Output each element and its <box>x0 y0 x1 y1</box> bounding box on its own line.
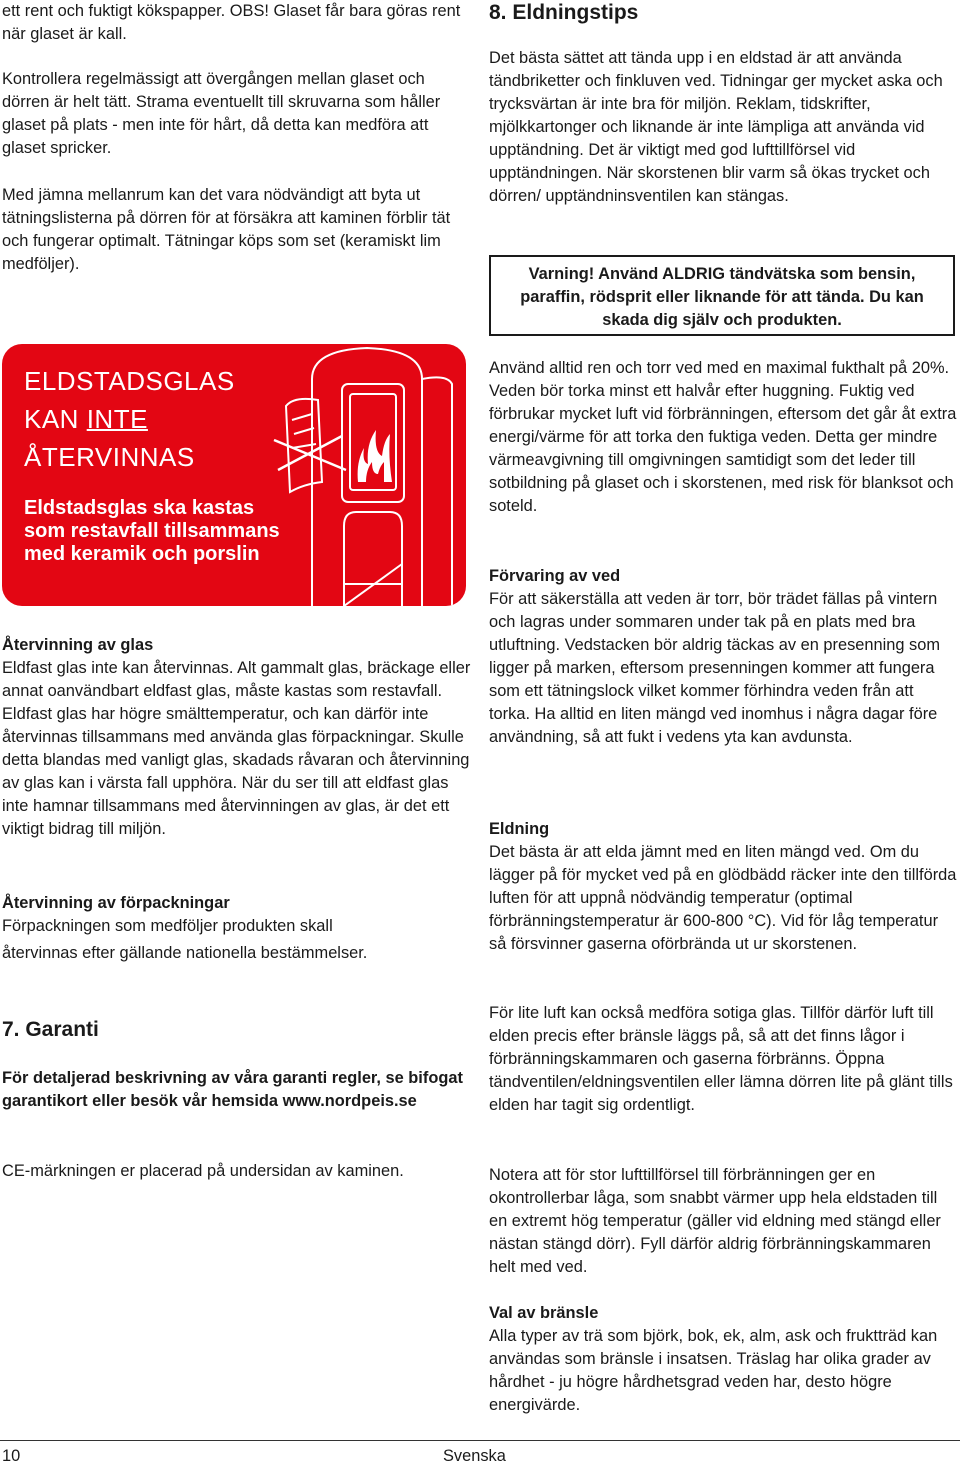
glass-recycling-text: Eldfast glas inte kan återvinnas. Alt gammalt glas, bräckage eller annat oanvändbart eldfast glas, måste kastas som restavfall. Eldfast glas har högre smälttemperatur, och kan därför inte återvinnas tillsammans med använda glas förpackningar. Skulle detta blandas med vanligt glas, skadads råvaran och återvinning av glas kan i värsta fall upphöra. När du ser till att eldfast glas inte hamnar tillsammans med återvinningen av glas, är det ett viktigt bidrag till miljön. <box>2 659 471 838</box>
packaging-recycling-line-2: återvinnas efter gällande nationella bestämmelser. <box>2 944 368 962</box>
firing-heading: Eldning <box>489 820 550 838</box>
firing-text: Det bästa är att elda jämnt med en liten mängd ved. Om du lägger på för mycket ved på en glödbädd räcker inte den tillförda luften för att uppnå nödvändig temperatur (optimal förbränningstemperatur är 600-800 °C). Vid för låg temperatur så försvinner gaserna oförbrända ut ur skorstenen. <box>489 843 957 953</box>
fuel-choice-text: Alla typer av trä som björk, bok, ek, alm, ask och fruktträd kan användas som bränsle i insatsen. Träslag har olika grader av hårdhet - ju högre hårdhetsgrad veden har, desto högre energivärde. <box>489 1327 938 1414</box>
banner-line-3: ÅTERVINNAS <box>24 442 195 472</box>
footer-divider <box>0 1440 960 1441</box>
glass-recycling-heading: Återvinning av glas <box>2 636 154 654</box>
banner-line-1: ELDSTADSGLAS <box>24 366 235 396</box>
glass-seal-paragraph: Kontrollera regelmässigt att övergången mellan glaset och dörren är helt tätt. Strama eventuellt till skruvarna som håller glaset på plats - men inte för hårt, då detta kan medföra att glaset spricker. <box>2 70 441 157</box>
dry-wood-paragraph: Använd alltid ren och torr ved med en maximal fukthalt på 20%. Veden bör torka minst ett halvår efter huggning. Fuktig ved förbrukar mycket luft vid förbränningen, eftersom det går åt extra energi/värme för att torka den fuktiga veden. Detta ger mindre värmeavgivning till omgivningen samtidigt som det leder till sotbildning på glaset och i skorstenen, med risk för blanksot och soteld. <box>489 359 957 515</box>
packaging-recycling-line-1: Förpackningen som medföljer produkten skall <box>2 917 333 935</box>
gasket-paragraph: Med jämna mellanrum kan det vara nödvändigt att byta ut tätningslisterna på dörren för at försäkra att kaminen förblir tät och fungerar optimalt. Tätningar köps som set (keramiskt lim medföljer). <box>2 186 451 273</box>
packaging-recycling-heading: Återvinning av förpackningar <box>2 894 230 912</box>
packaging-recycling-section <box>2 892 367 965</box>
banner-line-2 <box>24 400 235 438</box>
banner-line-2-pre: KAN <box>24 404 87 434</box>
wood-storage-text: För att säkerställa att veden är torr, bör trädet fällas på vintern och lagras under sommaren under tak på en plats med bra utluftning. Vedstacken bör aldrig täckas av en presenning som ligger på marken, eftersom presenningen kommer att fungera som ett tätningslock vilket kommer förhindra veden från att torka. Ha alltid en liten mängd ved inomhus i några dagar före användning, så att fukt i vedens yta kan avdunsta. <box>489 590 941 746</box>
cleaning-paragraph: ett rent och fuktigt kökspapper. OBS! Glaset får bara göras rent när glaset är kall. <box>2 2 461 43</box>
excess-air-paragraph: Notera att för stor lufttillförsel till förbränningen ger en okontrollerbar låga, som snabbt värmer upp hela eldstaden till en extremt hög temperatur (gäller vid eldning med stängd eller nästan stängd dörr). Fyll därför aldrig förbränningskammaren helt med ved. <box>489 1166 941 1276</box>
firing-section <box>489 818 957 956</box>
warranty-text: För detaljerad beskrivning av våra garanti regler, se bifogat garantikort eller besök vår hemsida www.nordpeis.se <box>2 1069 463 1110</box>
banner-body: Eldstadsglas ska kastas som restavfall tillsammans med keramik och porslin <box>24 497 280 565</box>
glass-recycling-banner <box>2 344 466 606</box>
warning-box: Varning! Använd ALDRIG tändvätska som bensin, paraffin, rödsprit eller liknande för att tända. Du kan skada dig själv och produkten. <box>489 255 955 336</box>
page-number: 10 <box>2 1447 21 1465</box>
wood-storage-heading: Förvaring av ved <box>489 567 621 585</box>
ce-marking-text: CE-märkningen er placerad på undersidan av kaminen. <box>2 1162 404 1180</box>
air-supply-paragraph: För lite luft kan också medföra sotiga glas. Tillför därför luft till elden precis efter bränsle läggs på, så att det finns lågor i förbränningskammaren och gaserna förbränns. Öppna tändventilen/eldningsventilen eller lämna dörren lite på glänt tills elden har tagit sig ordentligt. <box>489 1004 953 1114</box>
glass-recycling-section <box>2 634 472 841</box>
fuel-choice-heading: Val av bränsle <box>489 1304 599 1322</box>
wood-storage-section <box>489 565 957 749</box>
stove-with-crossed-out-glass-icon <box>272 344 466 606</box>
banner-inte-word: INTE <box>86 404 148 434</box>
footer-language: Svenska <box>443 1447 506 1465</box>
ignition-paragraph: Det bästa sättet att tända upp i en eldstad är att använda tändbriketter och finkluven ved. Tidningar ger mycket aska och trycksvärtan är inte bra för miljön. Reklam, tidskrifter, mjölkkartonger och liknande är inte lämpliga att använda vid upptändning. Det är viktigt med god lufttillförsel vid upptändningen. När skorstenen blir varm så ökas trycket och dörren/ upptändninsventilen kan stängas. <box>489 49 943 205</box>
fuel-choice-section <box>489 1302 957 1417</box>
warranty-heading: 7. Garanti <box>2 1018 99 1041</box>
firing-tips-heading: 8. Eldningstips <box>489 1 639 24</box>
banner-headline <box>24 362 235 476</box>
